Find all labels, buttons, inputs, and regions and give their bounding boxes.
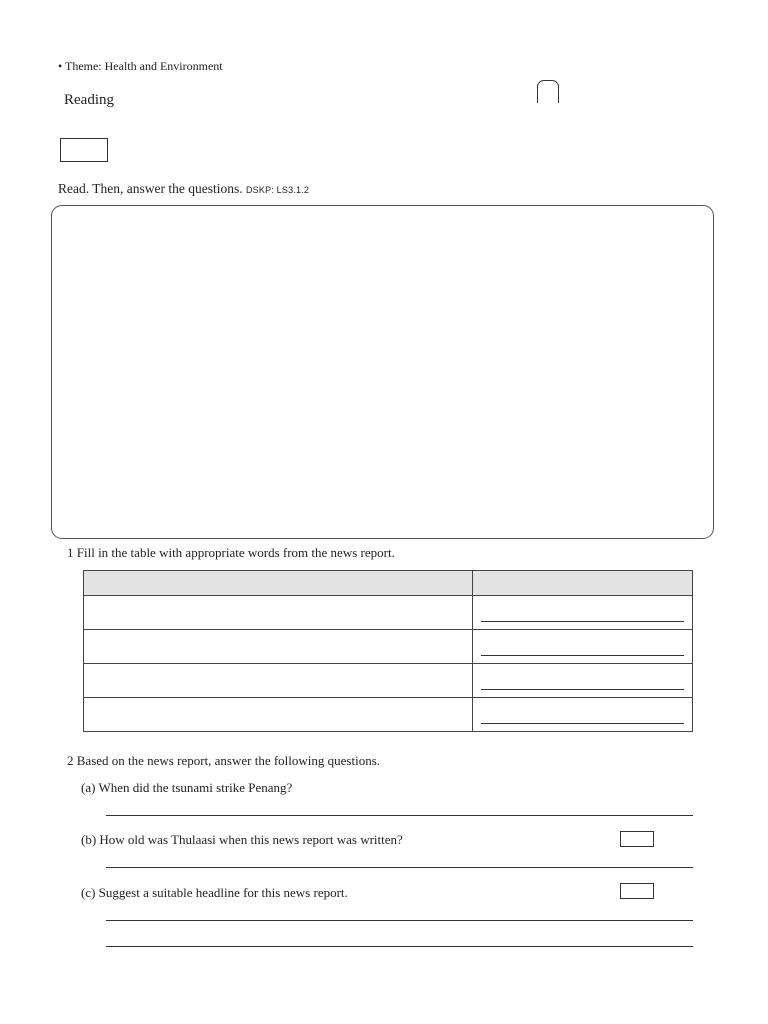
page-tab-marker <box>537 80 559 103</box>
dskp-code: DSKP: LS3.1.2 <box>245 185 310 195</box>
table-header-cell <box>84 571 473 596</box>
answer-cell[interactable] <box>473 664 693 698</box>
answer-line-2c-1[interactable] <box>106 920 693 921</box>
answer-line[interactable] <box>473 596 692 629</box>
table-row <box>84 596 693 630</box>
answer-cell[interactable] <box>473 698 693 732</box>
question-1: 1 Fill in the table with appropriate words from the news report. <box>67 545 395 560</box>
mark-box-2c[interactable] <box>620 883 654 899</box>
question-2c: (c) Suggest a suitable headline for this news report. <box>81 885 348 900</box>
instruction <box>58 181 309 197</box>
answer-line[interactable] <box>473 698 692 731</box>
mark-box-2b[interactable] <box>620 831 654 847</box>
table-cell <box>84 630 473 664</box>
instruction-text: Read. Then, answer the questions. <box>58 181 243 196</box>
table-row <box>84 664 693 698</box>
table-cell <box>84 664 473 698</box>
question-2a: (a) When did the tsunami strike Penang? <box>81 780 293 795</box>
table-cell <box>84 596 473 630</box>
score-box[interactable] <box>60 138 108 162</box>
answer-cell[interactable] <box>473 596 693 630</box>
fill-in-table <box>83 570 693 732</box>
question-2b: (b) How old was Thulaasi when this news report was written? <box>81 832 403 847</box>
answer-line-2c-2[interactable] <box>106 946 693 947</box>
theme-label: • Theme: Health and Environment <box>58 59 223 73</box>
answer-line-2a[interactable] <box>106 815 693 816</box>
table-header-cell <box>473 571 693 596</box>
table-row <box>84 630 693 664</box>
answer-line[interactable] <box>473 630 692 663</box>
answer-cell[interactable] <box>473 630 693 664</box>
answer-line-2b[interactable] <box>106 867 693 868</box>
table-cell <box>84 698 473 732</box>
section-title: Reading <box>64 92 114 108</box>
answer-line[interactable] <box>473 664 692 697</box>
question-2: 2 Based on the news report, answer the following questions. <box>67 753 381 768</box>
news-report-passage-box <box>51 205 714 539</box>
table-header-row <box>84 571 693 596</box>
table-row <box>84 698 693 732</box>
